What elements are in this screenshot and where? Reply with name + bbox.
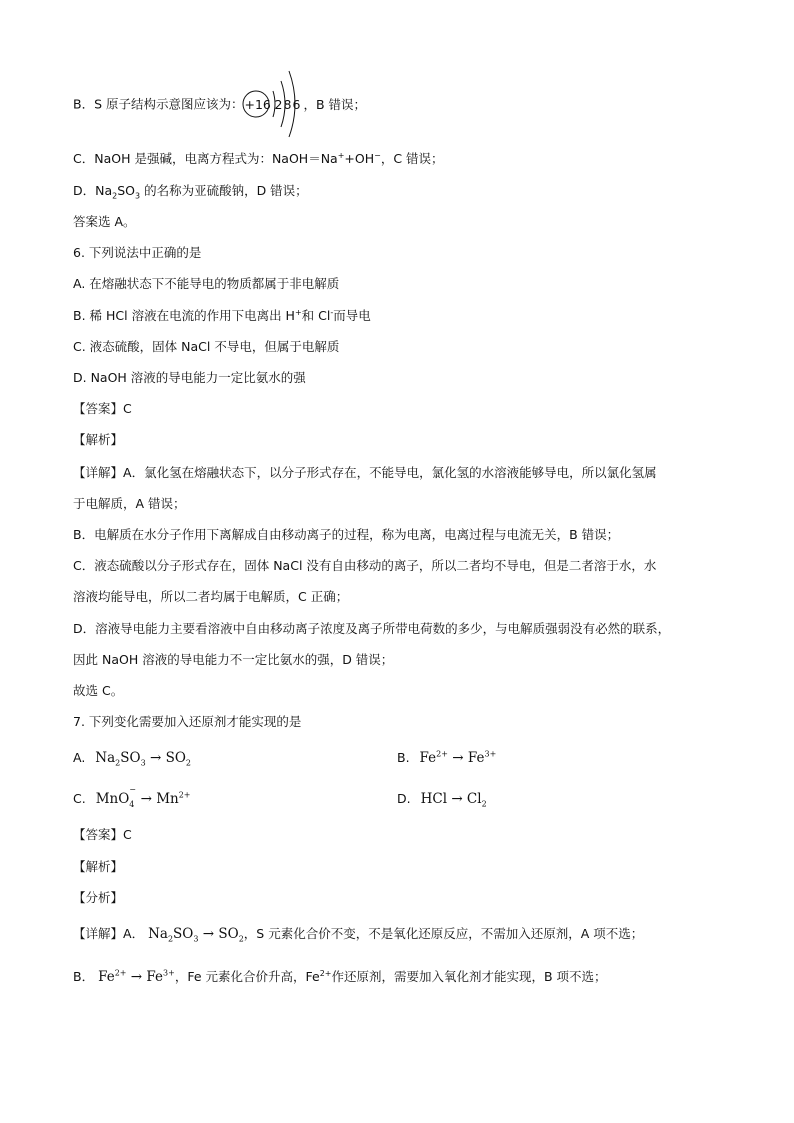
c-naoh-line <box>73 151 444 167</box>
answer-tag: 【答案】 <box>73 401 124 416</box>
q7-answer <box>73 827 132 843</box>
atom-shell-1: 2 <box>274 97 283 112</box>
q7-d-label: D. <box>397 791 411 806</box>
q7-option-b <box>397 750 496 766</box>
q6-detail-c: C．液态硫酸以分子形式存在，固体 NaCl 没有自由移动的离子，所以二者均不导电，但是二者溶于水，水 <box>73 558 657 573</box>
d-sub2: 2 <box>112 191 118 201</box>
b-atom-pre: B．S 原子结构示意图应该为： <box>73 96 244 112</box>
d-mid: SO <box>117 183 136 198</box>
q6-detail-d2: 因此 NaOH 溶液的导电能力不一定比氨水的强，D 错误； <box>73 652 394 667</box>
na-plus-sup: + <box>337 150 345 160</box>
d-post: 的名称为亚硫酸钠，D 错误； <box>140 183 308 198</box>
q6-detail-d: D．溶液导电能力主要看溶液中自由移动离子浓度及离子所带电荷数的多少，与电解质强弱没有必然的联系， <box>73 621 671 636</box>
q7-detail-b-label: B． <box>73 969 95 984</box>
detail-a-text: A．氯化氢在熔融状态下，以分子形式存在，不能导电，氯化氢的水溶液能够导电，所以氯化氢属 <box>123 465 657 480</box>
q7-detail-tag: 【详解】 <box>73 926 124 941</box>
q6-detail-c2: 溶液均能导电，所以二者均属于电解质，C 正确； <box>73 589 349 604</box>
q6-option-c: C. 液态硫酸，固体 NaCl 不导电，但属于电解质 <box>73 339 340 354</box>
q6-choose: 故选 C。 <box>73 683 124 698</box>
oh-minus-sup: − <box>374 150 381 160</box>
b-atom-line <box>73 95 366 115</box>
b-atom-post: ，B 错误； <box>303 96 367 112</box>
q7-stem: 7. 下列变化需要加入还原剂才能实现的是 <box>73 714 302 729</box>
q7-c-label: C. <box>73 791 86 806</box>
q7-b-label: B. <box>397 750 410 765</box>
h-plus-sup: + <box>294 307 302 317</box>
q7-c-formula: MnO − 4 → $Mn^{2+}$ <box>95 785 191 809</box>
q7-b-formula: $Fe^{2+} \to Fe^{3+}$ <box>419 749 497 766</box>
q6-analysis-tag: 【解析】 <box>73 432 124 447</box>
c-naoh-pre: C．NaOH 是强碱，电离方程式为：NaOH＝Na <box>73 151 338 166</box>
q7-option-a <box>73 750 191 766</box>
d-pre: D．Na <box>73 183 113 198</box>
d-na2so3-line <box>73 183 308 199</box>
c-naoh-post: ，C 错误； <box>380 151 444 166</box>
q7-detail-a-formula: $Na_2SO_3 \to SO_2$ <box>148 926 244 944</box>
q6-detail-a2: 于电解质，A 错误； <box>73 496 186 511</box>
q7-d-formula: HCl → $Cl_2$ <box>420 791 487 809</box>
q6-detail-b: B．电解质在水分子作用下离解成自由移动离子的过程，称为电离，电离过程与电流无关，B 错误； <box>73 527 620 542</box>
q7-detail-b <box>73 969 607 985</box>
answer-value: C <box>123 401 132 416</box>
q7-detail-a-post: ，S 元素化合价不变，不是氧化还原反应，不需加入还原剂，A 项不选； <box>243 926 644 941</box>
q6-detail-a <box>73 465 657 481</box>
q7-detail-a <box>73 926 643 942</box>
c-naoh-mid: +OH <box>344 151 375 166</box>
q6-b-post: 而导电 <box>333 308 371 323</box>
q7-detail-b-sup: 2+ <box>319 968 332 978</box>
q7-option-d <box>397 791 487 807</box>
q7-a-formula: $Na_2SO_3 \to SO_2$ <box>95 750 192 768</box>
q6-b-pre: B. 稀 HCl 溶液在电流的作用下电离出 H <box>73 308 295 323</box>
q6-option-b <box>73 308 371 324</box>
q7-answer-value: C <box>123 827 132 842</box>
d-sub3: 3 <box>135 191 141 201</box>
q7-a-label: A. <box>73 750 86 765</box>
q7-detail-b-post2: 作还原剂，需要加入氧化剂才能实现，B 项不选； <box>331 969 607 984</box>
atom-nucleus: +16 <box>244 97 271 112</box>
sulfur-atom-diagram <box>245 95 315 115</box>
q7-detail-a-label: A． <box>123 926 145 941</box>
answer-a-line: 答案选 A。 <box>73 214 136 229</box>
q7-answer-tag: 【答案】 <box>73 827 124 842</box>
detail-tag: 【详解】 <box>73 465 124 480</box>
atom-shell-3: 6 <box>292 97 301 112</box>
q7-detail-b-post1: ，Fe 元素化合价升高，Fe <box>174 969 320 984</box>
q7-option-c <box>73 785 191 809</box>
q6-option-a: A. 在熔融状态下不能导电的物质都属于非电解质 <box>73 276 340 291</box>
q6-option-d: D. NaOH 溶液的导电能力一定比氨水的强 <box>73 370 306 385</box>
q7-analysis-tag: 【解析】 <box>73 859 124 874</box>
q7-detail-b-formula: $Fe^{2+} \to Fe^{3+}$ <box>98 968 175 985</box>
q6-answer <box>73 401 132 417</box>
q6-stem: 6. 下列说法中正确的是 <box>73 245 202 260</box>
atom-shell-2: 8 <box>283 97 292 112</box>
cl-minus-sup: - <box>330 307 334 317</box>
q6-b-mid: 和 Cl <box>301 308 331 323</box>
q7-analysis2-tag: 【分析】 <box>73 890 124 905</box>
